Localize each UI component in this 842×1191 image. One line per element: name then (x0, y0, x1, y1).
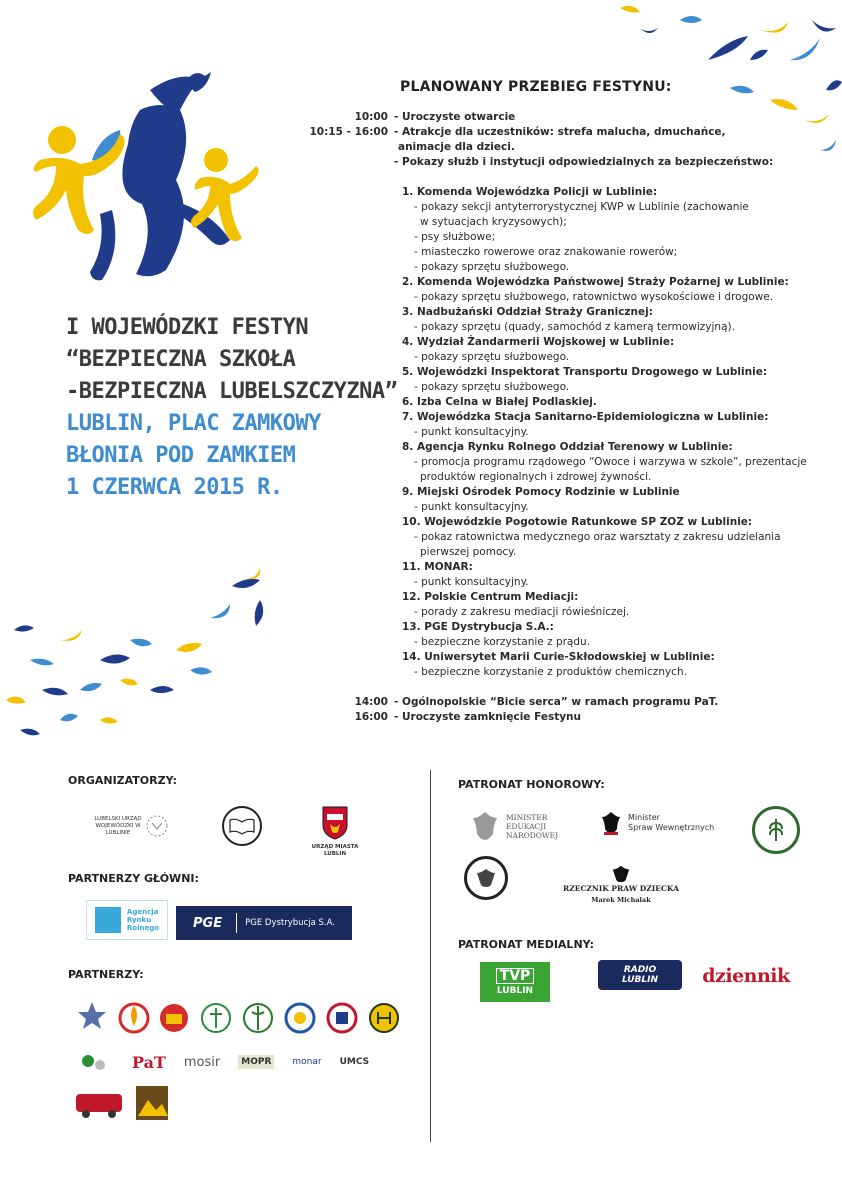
pat-logo: PaT (132, 1052, 166, 1072)
organizers-heading: ORGANIZATORZY: (68, 774, 178, 787)
arr-icon (95, 907, 121, 933)
program-shows: - Pokazy służb i instytucji odpowiedzialnych za bezpieczeństwo: (394, 156, 774, 168)
org-item: - punkt konsultacyjny. (414, 576, 529, 588)
radio-lublin-text: LUBLIN (621, 975, 659, 985)
org-entry (300, 185, 830, 275)
org-name: 9. Miejski Ośrodek Pomocy Rodzinie w Lublinie (402, 486, 680, 498)
msw-logo (600, 808, 750, 838)
org-name: 6. Izba Celna w Białej Podlaskiej. (402, 396, 597, 408)
car-logo (76, 1094, 122, 1118)
border-guard-logo (160, 1004, 188, 1032)
main-partners-heading: PARTNERZY GŁÓWNI: (68, 872, 199, 885)
eagle-icon (144, 813, 170, 839)
radio-text: RADIO (623, 965, 657, 975)
org-entry (300, 305, 830, 335)
transport-inspection-logo (370, 1004, 398, 1032)
festival-title-line: -BEZPIECZNA LUBELSZCZYZNA” (66, 379, 398, 404)
polish-eagle-icon (600, 810, 622, 836)
men-line-3: NARODOWEJ (506, 830, 559, 840)
org-entry (300, 515, 830, 560)
dziennik-logo (702, 962, 790, 990)
program-time: 10:00 (354, 111, 388, 123)
festival-venue: BŁONIA POD ZAMKIEM (66, 443, 296, 468)
runner-figure (90, 72, 230, 280)
org-item: - psy służbowe; (414, 231, 496, 243)
org-item: produktów regionalnych i zdrowej żywności. (420, 471, 652, 483)
polish-mediation-centre-logo (80, 1051, 114, 1073)
org-name: 11. MONAR: (402, 561, 473, 573)
org-item: w sytuacjach kryzysowych); (420, 216, 567, 228)
customs-logo (286, 1004, 314, 1032)
festival-title-line: I WOJEWÓDZKI FESTYN (66, 315, 309, 340)
wheat-icon (765, 817, 787, 843)
dziennik-wordmark: dziennik (702, 965, 790, 987)
org-name: 8. Agencja Rynku Rolnego Oddział Terenowy w Lublinie: (402, 441, 733, 453)
program-entry (300, 125, 830, 140)
org-entry (300, 410, 830, 440)
org-entry (300, 395, 830, 410)
radio-lublin-logo (598, 960, 682, 990)
vertical-divider (430, 770, 431, 1142)
police-academy-logo (464, 856, 508, 900)
org-list (300, 185, 830, 680)
program-text: - Ogólnopolskie “Bicie serca” w ramach programu PaT. (394, 696, 719, 708)
arr-text-2: Rynku (126, 916, 152, 924)
org-entry (300, 620, 830, 650)
org-item: - bezpieczne korzystanie z produktów chemicznych. (414, 666, 687, 678)
org-name: 4. Wydział Żandarmerii Wojskowej w Lublinie: (402, 336, 675, 348)
umcs-logo: UMCS (339, 1057, 370, 1067)
org-name: 12. Polskie Centrum Mediacji: (402, 591, 579, 603)
org-entry (300, 440, 830, 485)
org-item: - pokazy sprzętu służbowego, ratownictwo wysokościowe i drogowe. (414, 291, 774, 303)
eagle-icon (475, 867, 497, 889)
media-patronage-heading: PATRONAT MEDIALNY: (458, 938, 595, 951)
gendarmerie-logo (328, 1004, 356, 1032)
program-text: - Atrakcje dla uczestników: strefa malucha, dmuchańce, (394, 126, 726, 138)
festival-title-line: “BEZPIECZNA SZKOŁA (66, 347, 296, 372)
program-entry (300, 695, 830, 710)
tvp-lublin-text: LUBLIN (496, 986, 534, 996)
org-entry (300, 590, 830, 620)
org-entry (300, 650, 830, 680)
program-entry (300, 710, 830, 725)
agriculture-ministry-logo (752, 806, 800, 854)
org-name: 2. Komenda Wojewódzka Państwowej Straży Pożarnej w Lublinie: (402, 276, 789, 288)
fire-service-logo (120, 1004, 148, 1032)
org-item: - miasteczko rowerowe oraz znakowanie rowerów; (414, 246, 678, 258)
urzad-miasta-text: URZĄD MIASTA LUBLIN (311, 844, 359, 857)
pge-wordmark: PGE (193, 915, 223, 931)
urzad-miasta-logo (300, 804, 370, 860)
school-emblem-logo (222, 806, 262, 846)
program-list (300, 110, 830, 725)
confetti-bottom-left (6, 568, 263, 735)
org-item: pierwszej pomocy. (420, 546, 517, 558)
urzad-wojewodzki-text: LUBELSKI URZĄD WOJEWÓDZKI W LUBLINIE (94, 815, 142, 836)
org-item: - pokazy sprzętu (quady, samochód z kamerą termowizyjną). (414, 321, 735, 333)
org-entry (300, 275, 830, 305)
sanepid-logo (202, 1004, 230, 1032)
org-name: 3. Nadbużański Oddział Straży Granicznej: (402, 306, 653, 318)
msw-line-1: Minister (628, 813, 660, 822)
book-icon (228, 816, 256, 836)
org-entry (300, 560, 830, 590)
rpd-title: RZECZNIK PRAW DZIECKA (563, 884, 679, 893)
polish-eagle-icon (470, 810, 500, 842)
partners-row-3 (76, 1086, 186, 1122)
arr-logo (86, 900, 168, 940)
arr-text-3: Rolnego (126, 924, 160, 932)
police-star-logo (78, 1002, 106, 1029)
org-item: - punkt konsultacyjny. (414, 426, 529, 438)
org-item: - promocja programu rządowego “Owoce i warzywa w szkole”, prezentacje (414, 456, 807, 468)
pogotowie-logo (244, 1004, 272, 1032)
org-entry (300, 485, 830, 515)
mosir-logo: mosir (183, 1054, 221, 1070)
program-time: 10:15 - 16:00 (309, 126, 388, 138)
festival-title-block (66, 312, 398, 504)
program-time: 14:00 (354, 696, 388, 708)
pge-logo (176, 906, 352, 940)
honorary-patronage-heading: PATRONAT HONOROWY: (458, 778, 605, 791)
org-entry (300, 335, 830, 365)
org-name: 7. Wojewódzka Stacja Sanitarno-Epidemiologiczna w Lublinie: (402, 411, 769, 423)
program-text-continued: animacje dla dzieci. (398, 141, 515, 153)
program-text: - Uroczyste zamknięcie Festynu (394, 711, 582, 723)
org-item: - pokazy sekcji antyterrorystycznej KWP w Lublinie (zachowanie (414, 201, 749, 213)
program-heading: PLANOWANY PRZEBIEG FESTYNU: (400, 79, 672, 95)
org-name: 10. Wojewódzkie Pogotowie Ratunkowe SP ZOZ w Lublinie: (402, 516, 753, 528)
tvp-wordmark: TVP (496, 968, 535, 984)
men-line-2: EDUKACJI (506, 821, 547, 831)
partners-heading: PARTNERZY: (68, 968, 144, 981)
lublin-coat-of-arms-icon (322, 806, 348, 840)
org-item: - punkt konsultacyjny. (414, 501, 529, 513)
festival-date: 1 CZERWCA 2015 R. (66, 475, 283, 500)
org-name: 5. Wojewódzki Inspektorat Transportu Drogowego w Lublinie: (402, 366, 768, 378)
org-item: - pokaz ratownictwa medycznego oraz warsztaty z zakresu udzielania (414, 531, 781, 543)
org-name: 1. Komenda Wojewódzka Policji w Lublinie: (402, 186, 658, 198)
org-entry (300, 365, 830, 395)
mopr-logo: MOPR (238, 1055, 274, 1069)
program-text: - Uroczyste otwarcie (394, 111, 516, 123)
program-time: 16:00 (354, 711, 388, 723)
org-item: - pokazy sprzętu służbowego. (414, 261, 570, 273)
org-name: 13. PGE Dystrybucja S.A.: (402, 621, 554, 633)
rpd-logo (556, 860, 686, 908)
org-item: - bezpieczne korzystanie z prądu. (414, 636, 591, 648)
msw-line-2: Spraw Wewnętrznych (628, 823, 715, 832)
tvp-lublin-logo (480, 962, 550, 1002)
partners-row-2 (80, 1050, 420, 1074)
org-item: - pokazy sprzętu służbowego. (414, 381, 570, 393)
partners-row-1 (74, 998, 414, 1038)
mountain-logo (136, 1086, 168, 1120)
org-item: - pokazy sprzętu służbowego. (414, 351, 570, 363)
festival-location: LUBLIN, PLAC ZAMKOWY (66, 411, 321, 436)
org-item: - porady z zakresu mediacji rówieśniczej. (414, 606, 630, 618)
pge-dystrybucja-text: PGE Dystrybucja S.A. (245, 918, 335, 928)
program-entry (300, 110, 830, 125)
org-name: 14. Uniwersytet Marii Curie-Skłodowskiej w Lublinie: (402, 651, 715, 663)
polish-eagle-icon (611, 864, 631, 884)
men-line-1: MINISTER (506, 812, 548, 822)
men-logo (470, 808, 590, 844)
arr-text-1: Agencja (126, 908, 159, 916)
rpd-name: Marek Michalak (591, 896, 651, 904)
urzad-wojewodzki-logo (86, 806, 176, 846)
monar-logo: monar (292, 1057, 322, 1067)
